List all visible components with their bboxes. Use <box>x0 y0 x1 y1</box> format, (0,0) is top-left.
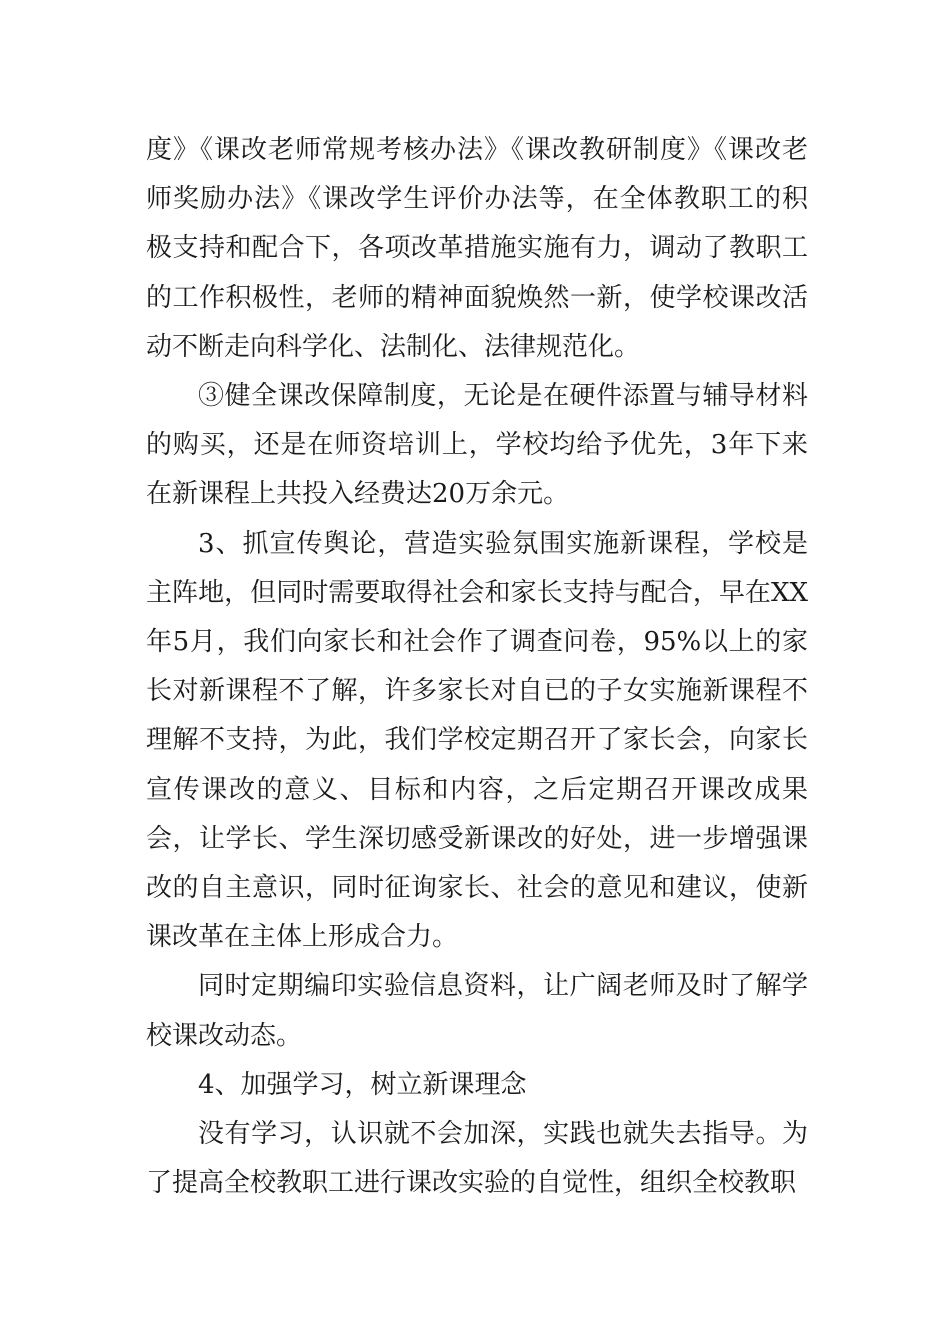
paragraph-3: 3、抓宣传舆论，营造实验氛围实施新课程，学校是主阵地，但同时需要取得社会和家长支持与配合，早在XX年5月，我们向家长和社会作了调查问卷，95%以上的家长对新课程不了解，许多家长对自已的子女实施新课程不理解不支持，为此，我们学校定期召开了家长会，向家长宣传课改的意义、目标和内容，之后定期召开课改成果会，让学长、学生深切感受新课改的好处，进一步增强课改的自主意识，同时征询家长、社会的意见和建议，使新课改革在主体上形成合力。 <box>146 528 808 953</box>
document-body <box>146 126 808 1208</box>
paragraph-6: 没有学习，认识就不会加深，实践也就失去指导。为了提高全校教职工进行课改实验的自觉性，组织全校教职 <box>146 1119 808 1199</box>
paragraph-1: 度》《课改老师常规考核办法》《课改教研制度》《课改老师奖励办法》《课改学生评价办法等，在全体教职工的积极支持和配合下，各项改革措施实施有力，调动了教职工的工作积极性，老师的精神面貌焕然一新，使学校课改活动不断走向科学化、法制化、法律规范化。 <box>146 135 808 362</box>
paragraph-5: 4、加强学习，树立新课理念 <box>198 1069 527 1100</box>
paragraph-4: 同时定期编印实验信息资料，让广阔老师及时了解学校课改动态。 <box>146 971 808 1051</box>
paragraph-2: ③健全课改保障制度，无论是在硬件添置与辅导材料的购买，还是在师资培训上，学校均给予优先，3年下来在新课程上共投入经费达20万余元。 <box>146 381 808 510</box>
